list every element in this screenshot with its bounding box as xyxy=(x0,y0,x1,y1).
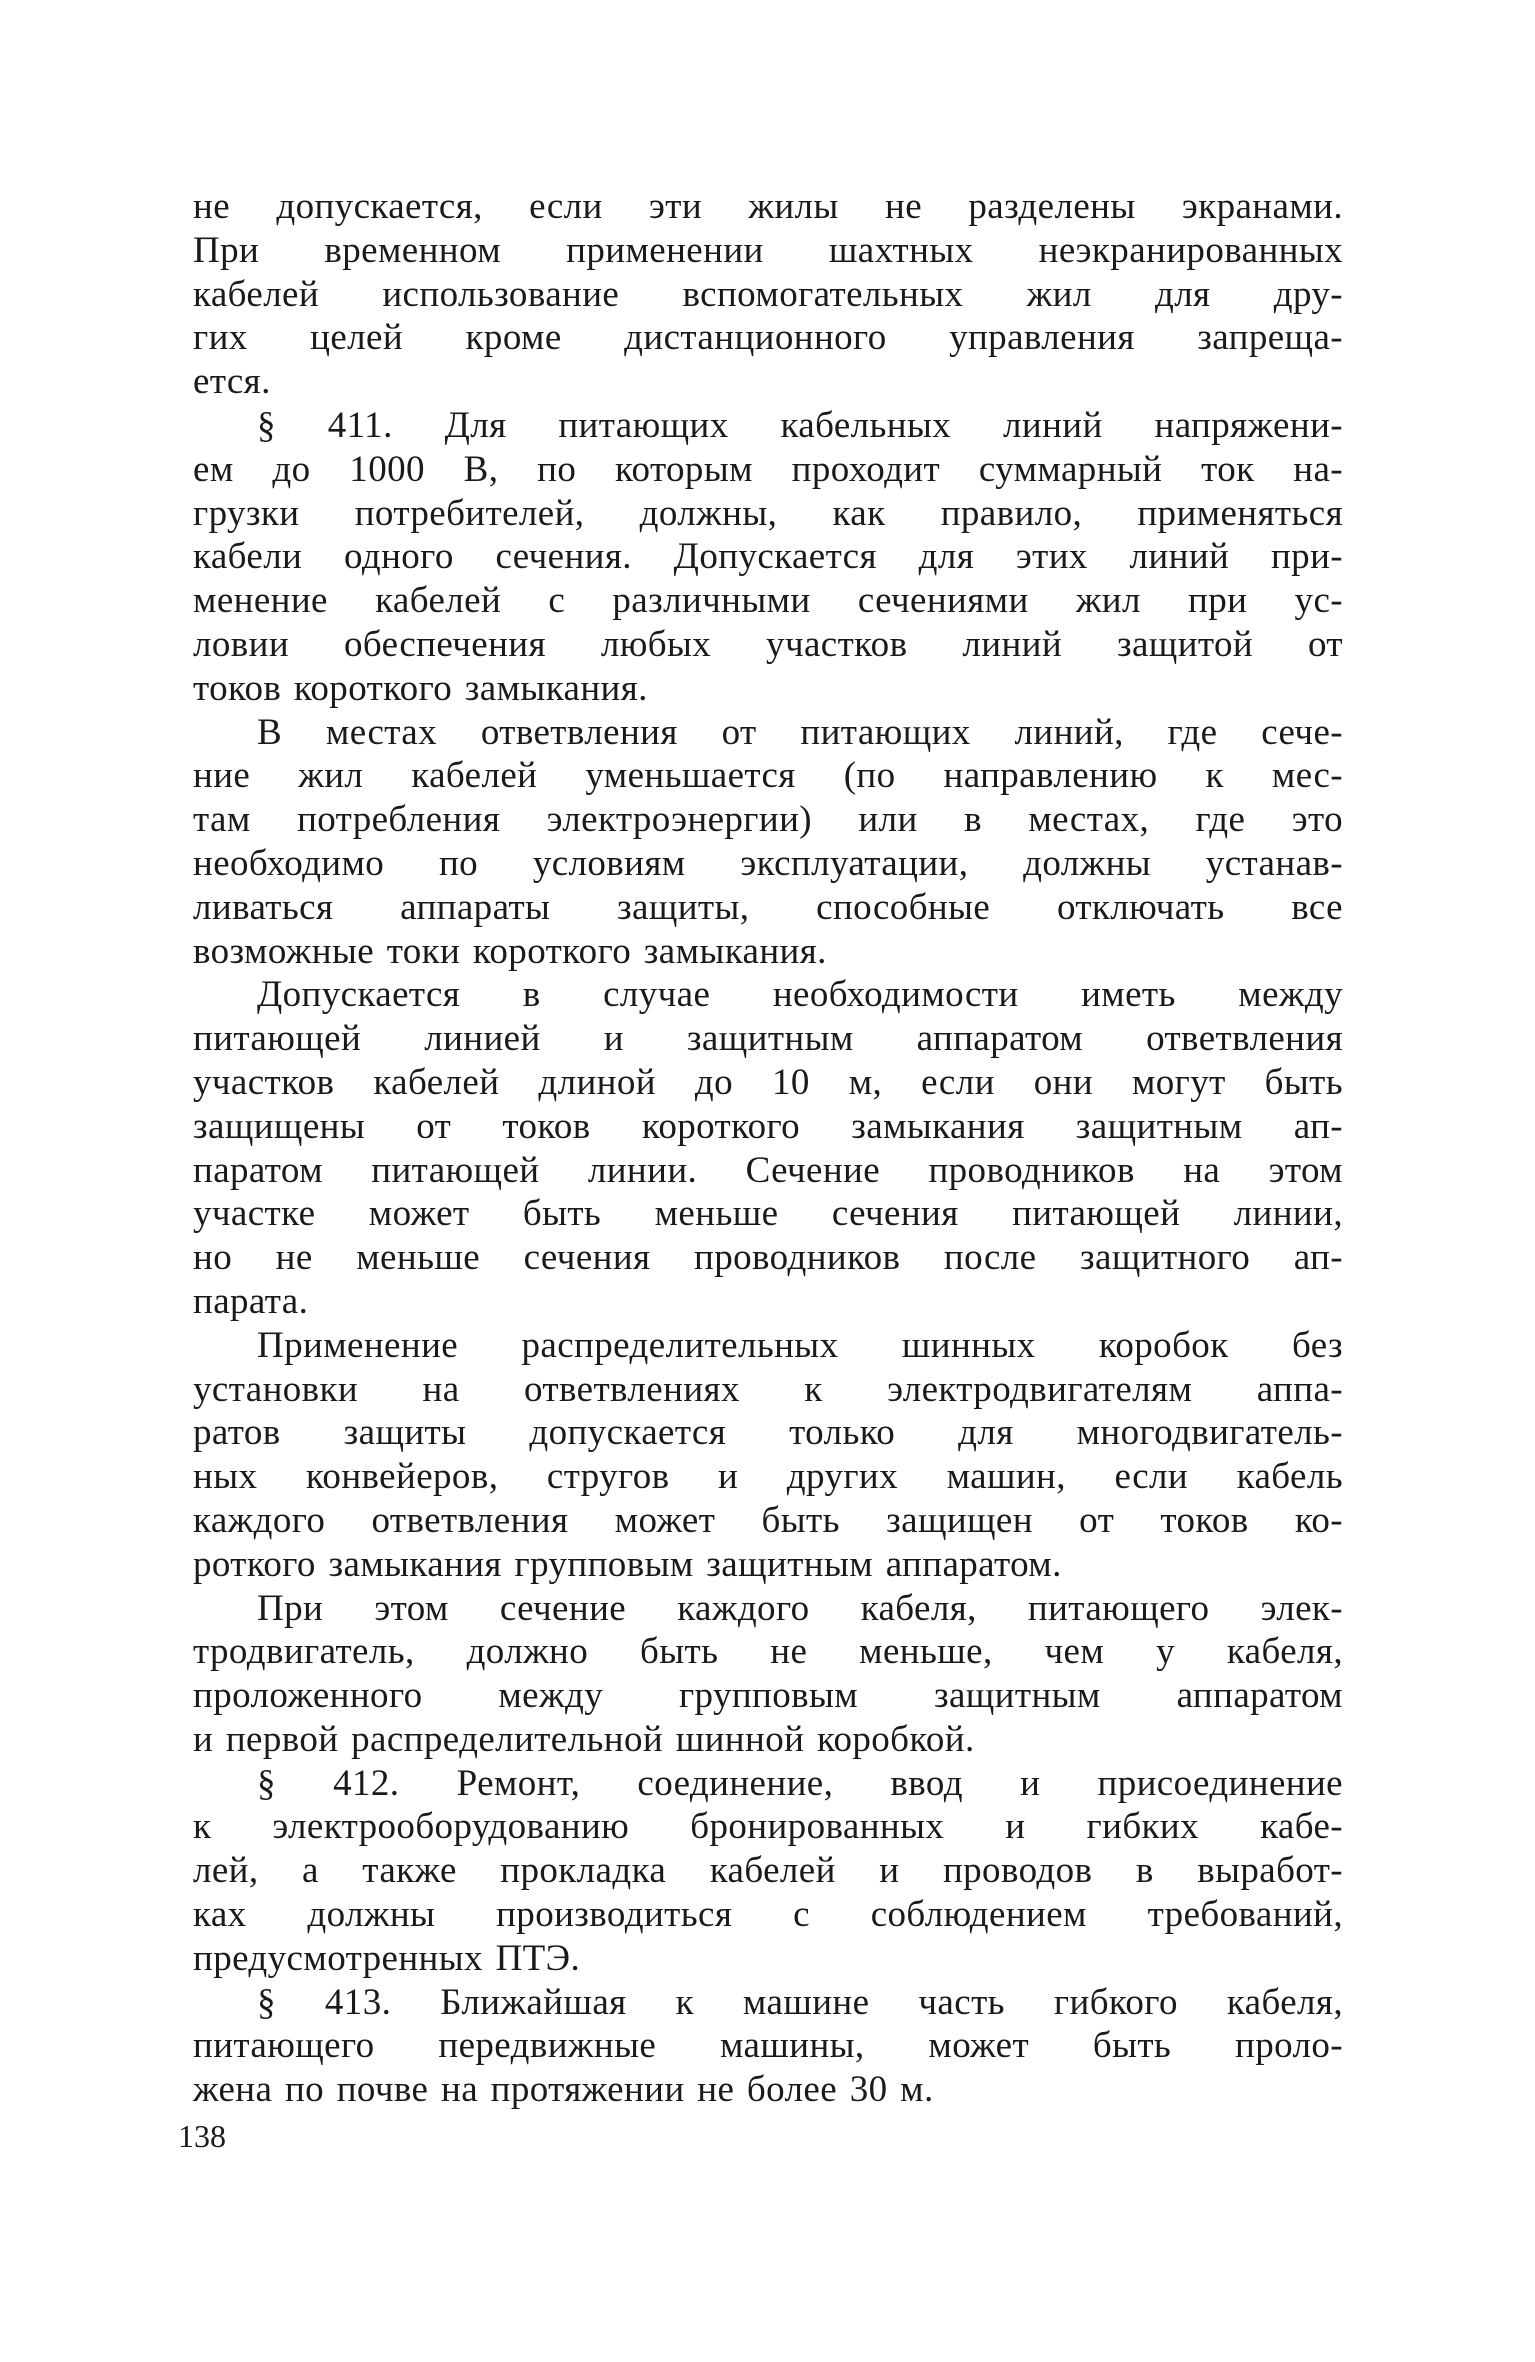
text-line: ловии обеспечения любых участков линий защитой от xyxy=(193,623,1343,665)
text-line: каждого ответвления может быть защищен от токов ко- xyxy=(193,1499,1343,1541)
text-line: кабелей использование вспомогательных жил для дру- xyxy=(193,273,1343,315)
text-line: установки на ответвлениях к электродвигателям аппа- xyxy=(193,1368,1343,1410)
text-line: § 412. Ремонт, соединение, ввод и присоединение xyxy=(257,1762,1343,1804)
text-line: участков кабелей длиной до 10 м, если они могут быть xyxy=(193,1061,1343,1103)
text-line: необходимо по условиям эксплуатации, должны устанав- xyxy=(193,842,1343,884)
text-line: к электрооборудованию бронированных и гибких кабе- xyxy=(193,1806,1343,1848)
page-text xyxy=(193,185,1343,2112)
text-line: парата. xyxy=(193,1280,309,1322)
text-line: жена по почве на протяжении не более 30 м. xyxy=(193,2069,934,2111)
text-line: ется. xyxy=(193,361,271,403)
text-line: там потребления электроэнергии) или в местах, где это xyxy=(193,799,1343,841)
text-line: тродвигатель, должно быть не меньше, чем у кабеля, xyxy=(193,1631,1343,1673)
text-line: питающей линией и защитным аппаратом ответвления xyxy=(193,1018,1343,1060)
text-line: кабели одного сечения. Допускается для этих линий при- xyxy=(193,536,1343,578)
text-line: гих целей кроме дистанционного управления запреща- xyxy=(193,317,1343,359)
text-line: § 413. Ближайшая к машине часть гибкого кабеля, xyxy=(257,1981,1343,2023)
text-line: и первой распределительной шинной коробкой. xyxy=(193,1718,975,1760)
text-line: Допускается в случае необходимости иметь между xyxy=(257,974,1343,1016)
text-line: § 411. Для питающих кабельных линий напряжени- xyxy=(257,404,1343,446)
text-line: При этом сечение каждого кабеля, питающего элек- xyxy=(257,1587,1343,1629)
text-line: не допускается, если эти жилы не разделены экранами. xyxy=(193,186,1343,227)
text-line: При временном применении шахтных неэкранированных xyxy=(193,229,1343,271)
text-line: предусмотренных ПТЭ. xyxy=(193,1937,581,1979)
text-line: Применение распределительных шинных коробок без xyxy=(257,1324,1343,1366)
text-line: ливаться аппараты защиты, способные отключать все xyxy=(193,886,1343,928)
text-line: ем до 1000 В, по которым проходит суммарный ток на- xyxy=(193,448,1343,490)
text-line: ратов защиты допускается только для многодвигатель- xyxy=(193,1412,1343,1454)
page-number: 138 xyxy=(178,2118,226,2154)
text-line: менение кабелей с различными сечениями жил при ус- xyxy=(193,580,1343,622)
text-line: проложенного между групповым защитным аппаратом xyxy=(193,1675,1343,1717)
text-line: ных конвейеров, стругов и других машин, если кабель xyxy=(193,1456,1343,1498)
text-line: участке может быть меньше сечения питающей линии, xyxy=(193,1193,1343,1235)
text-line: защищены от токов короткого замыкания защитным ап- xyxy=(193,1105,1343,1147)
text-line: но не меньше сечения проводников после защитного ап- xyxy=(193,1237,1343,1279)
text-line: возможные токи короткого замыкания. xyxy=(193,930,827,972)
text-line: грузки потребителей, должны, как правило, применяться xyxy=(193,492,1343,534)
text-line: лей, а также прокладка кабелей и проводов в выработ- xyxy=(193,1850,1343,1892)
text-line: паратом питающей линии. Сечение проводников на этом xyxy=(193,1149,1343,1191)
text-line: токов короткого замыкания. xyxy=(193,667,648,709)
text-line: ние жил кабелей уменьшается (по направлению к мес- xyxy=(193,755,1343,797)
text-line: роткого замыкания групповым защитным аппаратом. xyxy=(193,1543,1062,1585)
text-line: В местах ответвления от питающих линий, где сече- xyxy=(257,711,1343,753)
text-line: ках должны производиться с соблюдением требований, xyxy=(193,1894,1343,1936)
text-line: питающего передвижные машины, может быть проло- xyxy=(193,2025,1343,2067)
